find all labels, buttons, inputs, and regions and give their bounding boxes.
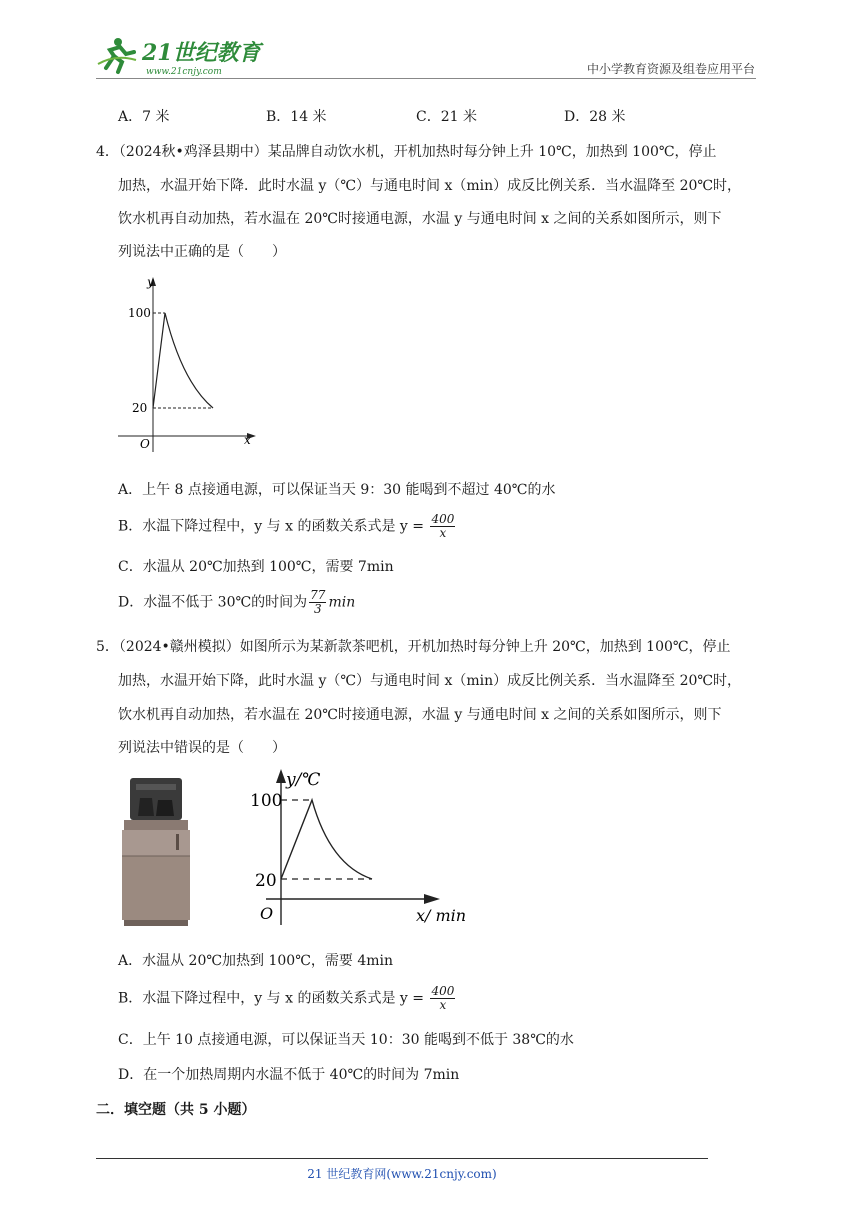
logo-text: 21世纪教育 [142,40,261,66]
q5-graph [250,765,480,930]
q5-curve [281,800,372,879]
q4-option-d-fraction: $\frac{77}{3}$ [310,588,326,616]
q4-stem-line-2: 加热，水温开始下降．此时水温 y（℃）与通电时间 x（min）成反比例关系．当水温降至 20℃时， [118,178,742,194]
q4-x-label: x [244,433,251,447]
header-platform-name: 中小学教育资源及组卷应用平台 [586,62,755,76]
q4-option-a: A．上午 8 点接通电源，可以保证当天 9：30 能喝到不超过 40℃的水 [118,482,556,498]
section-2-heading: 二．填空题（共 5 小题） [96,1102,256,1118]
q5-stem-line-2: 加热，水温开始下降，此时水温 y（℃）与通电时间 x（min）成反比例关系．当水温降至 20℃时， [118,673,742,689]
q5-tick-100: 100 [250,791,283,811]
q5-origin: O [260,904,274,923]
q5-stem-line-1: 5．（2024•赣州模拟）如图所示为某新款茶吧机，开机加热时每分钟上升 20℃，加热到 100℃，停止 [96,639,731,655]
logo-url: www.21cnjy.com [146,67,222,77]
q5-x-label: x/ min [416,906,467,925]
footer-site-link[interactable]: 21 世纪教育网(www.21cnjy.com) [307,1167,497,1181]
tea-machine-image [110,770,200,930]
q4-option-d: D．水温不低于 30℃的时间为 $\frac{77}{3}$ min [118,588,356,616]
q4-origin: O [140,437,150,451]
q4-option-c: C．水温从 20℃加热到 100℃，需要 7min [118,559,394,575]
q4-stem-line-1: 4．（2024秋•鸡泽县期中）某品牌自动饮水机，开机加热时每分钟上升 10℃，加热到 100℃，停止 [96,144,717,160]
q4-graph [110,272,260,462]
q5-option-b-fraction: $\frac{400}{x}$ [431,984,455,1012]
q5-y-label: y/℃ [286,770,321,790]
q5-tick-20: 20 [255,871,277,891]
q4-option-b-fraction: $\frac{400}{x}$ [431,512,455,540]
q4-tick-100: 100 [128,306,151,320]
q5-stem-line-3: 饮水机再自动加热，若水温在 20℃时接通电源，水温 y 与通电时间 x 之间的关系如图所示，则下 [118,707,722,723]
q4-stem-line-4: 列说法中正确的是（ ） [118,244,286,260]
header-divider [96,78,756,79]
q5-option-d: D．在一个加热周期内水温不低于 40℃的时间为 7min [118,1067,460,1083]
q5-option-a: A．水温从 20℃加热到 100℃，需要 4min [118,953,393,969]
q5-stem-line-4: 列说法中错误的是（ ） [118,740,286,756]
q4-y-label: y [147,275,154,289]
q3-option-b: B．14 米 [266,109,327,125]
q4-curve [153,313,213,408]
q5-option-c: C．上午 10 点接通电源，可以保证当天 10：30 能喝到不低于 38℃的水 [118,1032,574,1048]
q4-stem-line-3: 饮水机再自动加热，若水温在 20℃时接通电源，水温 y 与通电时间 x 之间的关系如图所示，则下 [118,211,722,227]
q3-option-c: C．21 米 [416,109,477,125]
footer-divider [96,1158,708,1159]
q4-tick-20: 20 [132,401,148,415]
q5-option-b: B．水温下降过程中，y 与 x 的函数关系式是 y = $\frac{400}{x}$ [118,984,455,1012]
q3-option-d: D．28 米 [564,109,626,125]
q4-option-b: B．水温下降过程中，y 与 x 的函数关系式是 y = $\frac{400}{x}$ [118,512,455,540]
site-logo [96,34,266,78]
q3-option-a: A．7 米 [118,109,170,125]
